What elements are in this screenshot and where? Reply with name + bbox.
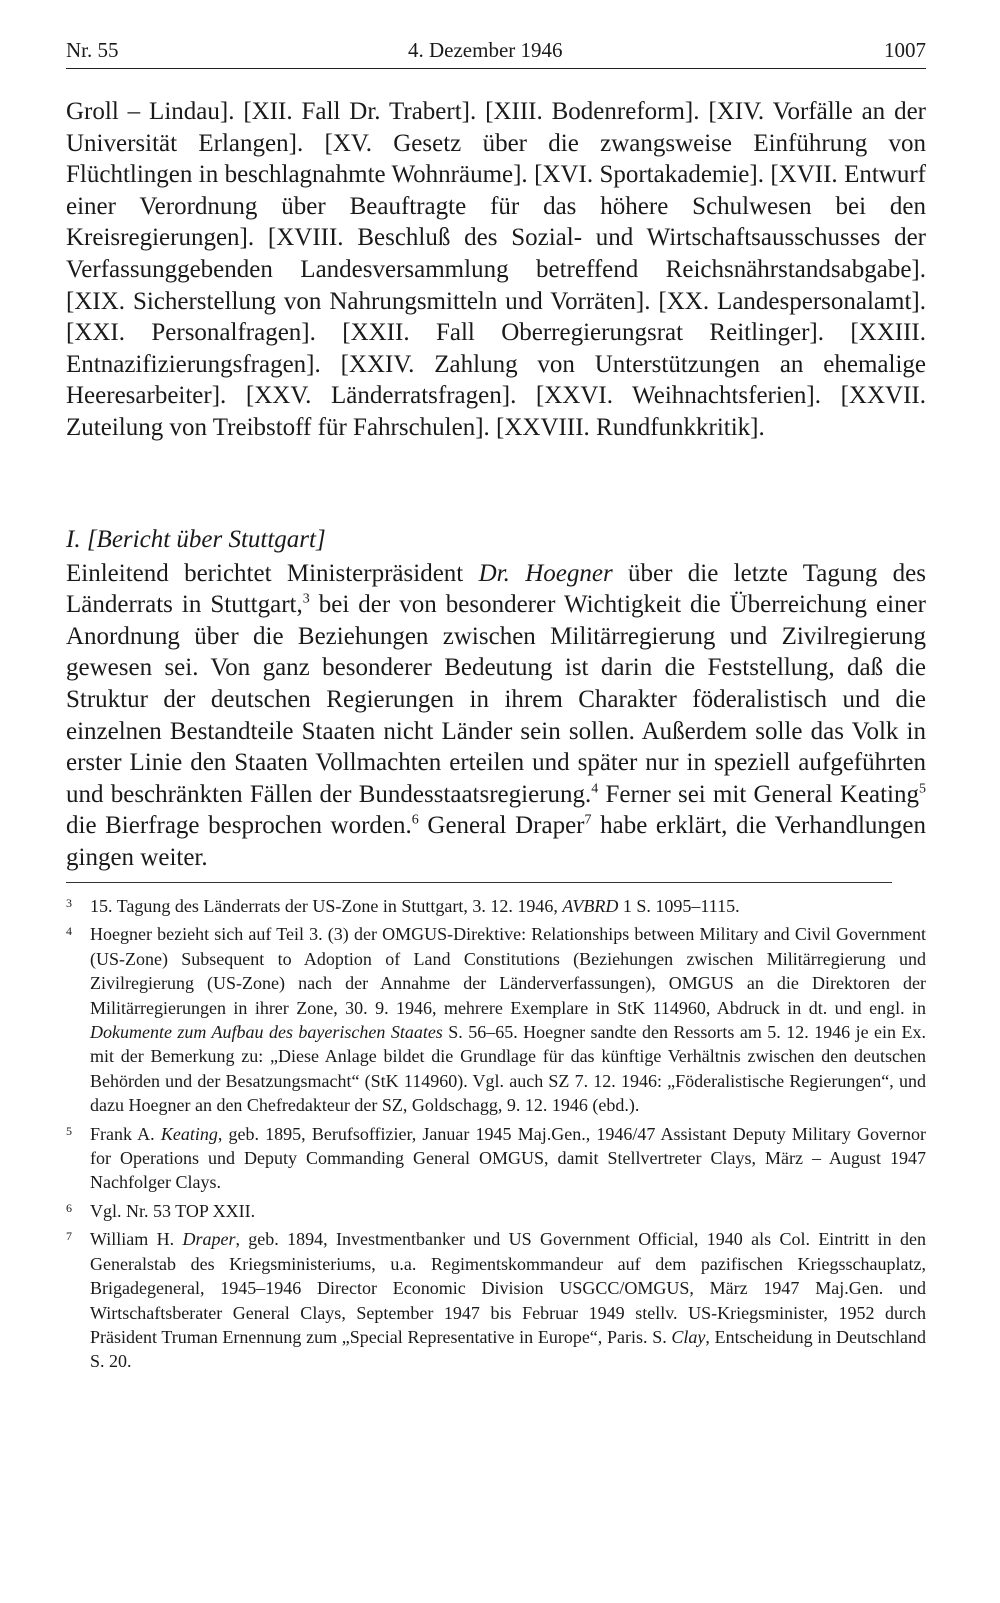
footnote-text: Vgl. Nr. 53 TOP XXII. [90, 1200, 256, 1221]
section-paragraph [66, 558, 926, 874]
agenda-list-continuation [66, 96, 926, 444]
footnote-5 [66, 1122, 926, 1195]
footnote-text: Frank A. [90, 1123, 161, 1144]
paragraph-text: habe erklärt, die Verhandlungen gingen weiter. [66, 812, 926, 871]
footnote-citation: Keating [160, 1123, 218, 1144]
footnote-text: S. 56–65. Hoegner sandte den Ressorts am 5. 12. 1946 je ein Ex. mit der Bemerkung zu: „Diese Anlage bildet die Grundlage für das künftige Verhältnis zwischen den deutschen Behörden und der Besatzungsmacht“ (StK 114960). Vgl. auch SZ 7. 12. 1946: „Föderalistische Regierungen“, und dazu Hoegner an den Chefredakteur der SZ, Goldschagg, 9. 12. 1946 (ebd.). [90, 1022, 926, 1116]
header-date: 4. Dezember 1946 [408, 38, 563, 62]
footnote-text: William H. [90, 1229, 183, 1250]
footnote-text: , Entscheidung in Deutschland S. 20. [90, 1326, 926, 1372]
footnote-text: Hoegner bezieht sich auf Teil 3. (3) der OMGUS-Direktive: Relationships between Military and Civil Government (US-Zone) Subsequent to Adoption of Land Constitutions (Beziehungen zwischen Militärregierung und Zivilregierung (US-Zone) nach der Annahme der Länderverfassungen), OMGUS an die Direktoren der Militärregierungen in ihrer Zone, 30. 9. 1946, mehrere Exemplare in StK 114960, Abdruck in dt. und engl. in [90, 924, 926, 1018]
footnote-ref-3: 3 [302, 591, 310, 607]
footnote-7 [66, 1227, 926, 1373]
section-heading: I. [Bericht über Stuttgart] [66, 526, 326, 553]
paragraph-text: Ferner sei mit General Keating [598, 780, 920, 808]
paragraph-text: über die letzte Tagung des Länderrats in Stuttgart, [66, 559, 926, 619]
issue-number: Nr. 55 [66, 38, 119, 62]
footnote-citation: AVBRD [562, 896, 619, 916]
footnote-6 [66, 1199, 926, 1223]
footnote-ref-7: 7 [584, 813, 592, 829]
footnote-text: 1 S. 1095–1115. [618, 896, 740, 916]
paragraph-text: General Draper [418, 812, 585, 840]
section-report-stuttgart [66, 524, 926, 874]
page-header [66, 32, 926, 69]
footnote-number: 3 [66, 896, 72, 910]
footnote-text: , geb. 1895, Berufsoffizier, Januar 1945 Maj.Gen., 1946/47 Assistant Deputy Military Governor for Operations und Deputy Commanding General OMGUS, damit Stellvertreter Clays, März – August 1947 Nachfolger Clays. [90, 1123, 927, 1193]
footnote-citation: Clay [671, 1326, 706, 1347]
footnote-number: 4 [66, 924, 72, 939]
page-number: 1007 [884, 38, 926, 62]
footnote-4 [66, 922, 926, 1117]
footnote-text: , geb. 1894, Investmentbanker und US Government Official, 1940 als Col. Eintritt in den Generalstab des Kriegsministeriums, u.a. Regimentskommandeur auf dem pazifischen Kriegsschauplatz, Brigadegeneral, 1945–1946 Director Economic Division USGCC/OMGUS, März 1947 Maj.Gen. und Wirtschaftsberater General Clays, September 1947 bis Februar 1949 stellv. US-Kriegsminister, 1952 durch Präsident Truman Ernennung zum „Special Representative in Europe“, Paris. S. [90, 1229, 926, 1347]
footnote-number: 5 [66, 1123, 72, 1138]
footnote-3 [66, 894, 926, 918]
paragraph-text: Einleitend berichtet Ministerpräsident [66, 559, 479, 587]
footnotes [66, 894, 926, 1378]
agenda-text: Groll – Lindau]. [XII. Fall Dr. Trabert]. [XIII. Bodenreform]. [XIV. Vorfälle an der Universität Erlangen]. [XV. Gesetz über die zwangsweise Einführung von Flüchtlingen in beschlagnahmte Wohnräume]. [XVI. Sportakademie]. [XVII. Entwurf einer Verordnung über Beauftragte für das höhere Schulwesen bei den Kreisregierungen]. [XVIII. Beschluß des Sozial- und Wirtschaftsausschusses der Verfassunggebenden Landesversammlung betreffend Reichsnährstandsabgabe]. [XIX. Sicherstellung von Nahrungsmitteln und Vorräten]. [XX. Landespersonalamt]. [XXI. Personalfragen]. [XXII. Fall Oberregierungsrat Reitlinger]. [XXIII. Entnazifizierungsfragen]. [XXIV. Zahlung von Unterstützungen an ehemalige Heeresarbeiter]. [XXV. Länderratsfragen]. [XXVI. Weihnachtsferien]. [XXVII. Zuteilung von Treibstoff für Fahrschulen]. [XXVIII. Rundfunkkritik]. [66, 98, 926, 441]
footnote-ref-4: 4 [591, 781, 599, 797]
footnote-ref-6: 6 [411, 813, 419, 829]
footnote-number: 7 [66, 1229, 72, 1244]
person-name: Dr. Hoegner [478, 559, 613, 587]
footnote-number: 6 [66, 1200, 72, 1215]
paragraph-text: bei der von besonderer Wichtigkeit die Überreichung einer Anordnung über die Beziehungen zwischen Militärregierung und Zivilregierung gewesen sei. Von ganz besonderer Bedeutung ist darin die Feststellung, daß die Struktur der deutschen Regierungen in ihrem Charakter föderalistisch und die einzelnen Bestandteile Staaten nicht Länder sein sollen. Außerdem solle das Volk in erster Linie den Staaten Vollmachten erteilen und später nur in speziell aufgeführten und beschränkten Fällen der Bundesstaatsregierung. [66, 591, 926, 808]
footnote-citation: Dokumente zum Aufbau des bayerischen Staates [90, 1022, 443, 1043]
footnote-divider [66, 882, 892, 883]
footnote-citation: Draper [182, 1229, 236, 1250]
footnote-ref-5: 5 [919, 781, 927, 797]
footnote-text: 15. Tagung des Länderrats der US-Zone in Stuttgart, 3. 12. 1946, [90, 896, 563, 916]
paragraph-text: die Bierfrage besprochen worden. [66, 812, 412, 840]
